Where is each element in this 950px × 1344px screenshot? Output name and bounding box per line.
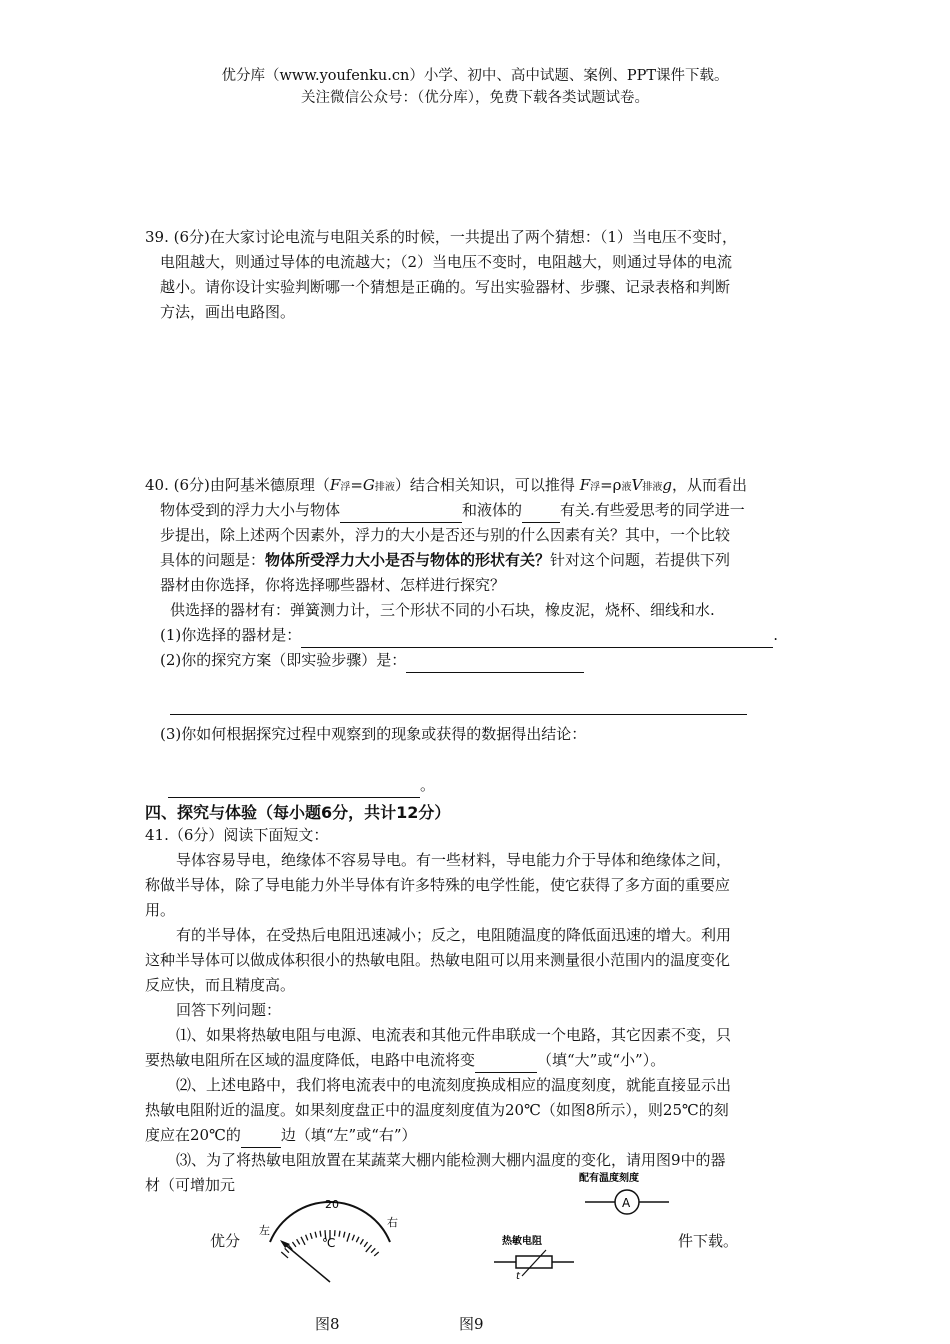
q41-sub1-line-1: ⑴、如果将热敏电阻与电源、电流表和其他元件串联成一个电路，其它因素不变，只 <box>176 1026 732 1044</box>
q41-para2-line-1: 有的半导体，在受热后电阻迅速减小；反之，电阻随温度的降低面迅速的增大。利用 <box>176 926 732 944</box>
dial-tick <box>347 1233 350 1242</box>
dial-tick <box>374 1252 378 1256</box>
dial-tick <box>292 1242 295 1247</box>
answer-blank-procedure[interactable] <box>406 655 584 673</box>
thermistor-label: 热敏电阻 <box>502 1236 542 1247</box>
q40-subquestion-2: (2)你的探究方案（即实验步骤）是： <box>160 648 584 673</box>
dial-left-label: 左 <box>259 1224 270 1237</box>
footer-right-fragment: 件下载。 <box>678 1232 739 1250</box>
dial-tick <box>371 1248 375 1252</box>
dial-tick <box>360 1239 363 1244</box>
q41-sub2-line-3: 度应在20℃的 边（填“左”或“右”） <box>145 1123 417 1148</box>
answer-blank-equipment[interactable] <box>301 630 773 648</box>
dial-unit: ℃ <box>322 1236 336 1250</box>
dial-tick <box>281 1252 288 1258</box>
figure-9-ammeter <box>575 1168 675 1218</box>
q39-number: 39. <box>145 228 169 246</box>
footer-left-fragment: 优分 <box>210 1232 241 1250</box>
figure-9-thermistor <box>492 1232 582 1282</box>
thermistor-slash <box>522 1250 546 1276</box>
q41-sub3-line-2: 材（可增加元 <box>145 1176 236 1194</box>
q39-line-3: 越小。请你设计实验判断哪一个猜想是正确的。写出实验器材、步骤、记录表格和判断 <box>160 278 731 296</box>
q41-prompt: 回答下列问题： <box>176 1001 282 1019</box>
dial-tick <box>285 1248 289 1252</box>
header-line-1: 优分库（www.youfenku.cn）小学、初中、高中试题、案例、PPT课件下载。 <box>221 68 729 84</box>
answer-blank-object-property[interactable] <box>340 505 462 523</box>
q39-line-4: 方法，画出电路图。 <box>160 303 296 321</box>
dial-tick <box>344 1232 345 1238</box>
q40-line-5: 器材由你选择，你将选择哪些器材、怎样进行探究？ <box>160 576 506 594</box>
q39-score: (6分) <box>173 228 210 246</box>
q40-number: 40. <box>145 476 169 494</box>
dial-tick <box>366 1245 372 1252</box>
q41-sub3-line-1: ⑶、为了将热敏电阻放置在某蔬菜大棚内能检测大棚内温度的变化，请用图9中的器 <box>176 1151 726 1169</box>
dial-tick <box>301 1237 305 1245</box>
q41-para1-line-2: 称做半导体，除了导电能力外半导体有许多特殊的电学性能，使它获得了多方面的重要应 <box>145 876 731 894</box>
q41-sub2-line-2: 热敏电阻附近的温度。如果刻度盘正中的温度刻度值为20℃（如图8所示），则25℃的刻 <box>145 1101 729 1119</box>
q41-para1-line-1: 导体容易导电，绝缘体不容易导电。有一些材料，导电能力介于导体和绝缘体之间， <box>176 851 732 869</box>
answer-blank-direction[interactable] <box>241 1130 281 1148</box>
q40-line-1: 40. (6分)由阿基米德原理（F浮=G排液）结合相关知识，可以推得 F浮=ρ液V排液g，从而看出 <box>145 476 747 494</box>
ammeter-label: 配有温度刻度 <box>579 1173 639 1184</box>
dial-tick <box>310 1233 312 1239</box>
ammeter-letter: A <box>622 1196 631 1210</box>
q40-line-2: 物体受到的浮力大小与物体 和液体的 有关.有些爱思考的同学进一 <box>160 498 745 523</box>
dial-tick <box>356 1237 359 1242</box>
q39-line-2: 电阻越大，则通过导体的电流越大；（2）当电压不变时，电阻越大，则通过导体的电流 <box>160 253 733 271</box>
answer-blank-conclusion[interactable] <box>168 780 420 798</box>
q40-line-3: 步提出，除上述两个因素外，浮力的大小是否还与别的什么因素有关？其中，一个比较 <box>160 526 731 544</box>
q40-subquestion-3: (3)你如何根据探究过程中观察到的现象或获得的数据得出结论： <box>160 725 587 743</box>
dial-tick <box>306 1235 308 1241</box>
thermistor-symbol-icon <box>516 1256 552 1268</box>
answer-blank-liquid-property[interactable] <box>522 505 560 523</box>
q40-score: (6分) <box>173 476 210 494</box>
answer-line-procedure[interactable] <box>170 714 747 715</box>
thermistor-t-letter: t <box>516 1271 520 1282</box>
dial-right-label: 右 <box>387 1216 398 1229</box>
q40-subquestion-1: (1)你选择的器材是： . <box>160 623 778 648</box>
q41-para1-line-3: 用。 <box>145 901 176 919</box>
q41-para2-line-3: 反应快，而且精度高。 <box>145 976 296 994</box>
q39-line-1: 39. (6分)在大家讨论电流与电阻关系的时候，一共提出了两个猜想：（1）当电压不变时， <box>145 228 737 246</box>
dial-tick <box>297 1239 300 1244</box>
dial-tick <box>315 1232 316 1238</box>
q41-head: 41.（6分）阅读下面短文： <box>145 826 329 844</box>
dial-scale-value: 20 <box>325 1198 339 1211</box>
figure-8-caption: 图8 <box>315 1315 340 1333</box>
answer-blank-current-change[interactable] <box>475 1055 537 1073</box>
q40-equipment-list: 供选择的器材有：弹簧测力计，三个形状不同的小石块，橡皮泥，烧杯、细线和水. <box>170 601 715 619</box>
dial-tick <box>339 1231 340 1237</box>
q41-sub2-line-1: ⑵、上述电路中，我们将电流表中的电流刻度换成相应的温度刻度，就能直接显示出 <box>176 1076 732 1094</box>
q40-line-4: 具体的问题是：物体所受浮力大小是否与物体的形状有关？针对这个问题，若提供下列 <box>160 551 731 569</box>
header-line-2: 关注微信公众号：（优分库），免费下载各类试题试卷。 <box>301 90 649 106</box>
section-4-title: 四、探究与体验（每小题6分，共计12分） <box>145 803 451 822</box>
q41-para2-line-2: 这种半导体可以做成体积很小的热敏电阻。热敏电阻可以用来测量很小范围内的温度变化 <box>145 951 731 969</box>
figure-9-caption: 图9 <box>459 1315 484 1333</box>
key-question: 物体所受浮力大小是否与物体的形状有关？ <box>265 551 551 569</box>
dial-tick <box>352 1235 354 1241</box>
q40-conclusion-line: 。 <box>168 773 435 798</box>
q41-sub1-line-2: 要热敏电阻所在区域的温度降低，电路中电流将变 （填“大”或“小”）。 <box>145 1048 665 1073</box>
figure-8-dial <box>250 1192 410 1288</box>
dial-tick <box>364 1242 367 1247</box>
dial-tick <box>320 1231 321 1237</box>
